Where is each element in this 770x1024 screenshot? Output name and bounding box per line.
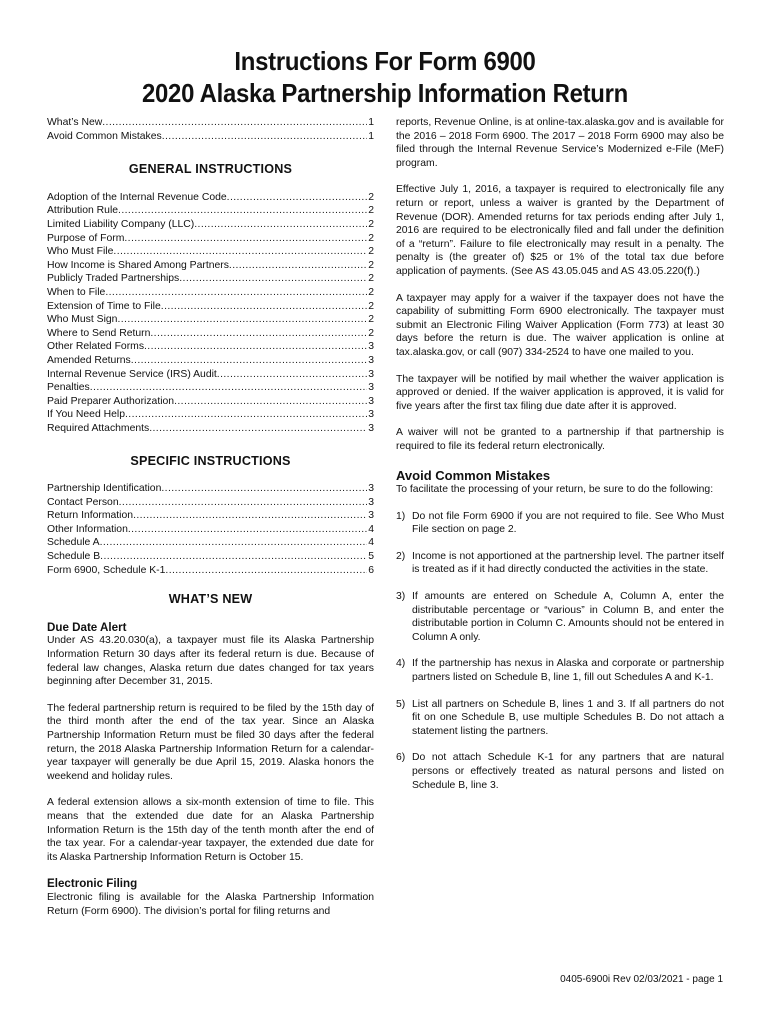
toc-entry-label: Who Must Sign: [47, 314, 118, 326]
toc-entry: [47, 381, 374, 395]
toc-entry-label: Adoption of the Internal Revenue Code: [47, 191, 227, 203]
toc-entry-label: Who Must File: [47, 246, 114, 258]
waiver-notification-paragraph: The taxpayer will be notified by mail whether the waiver application is approved or denied. If the waiver application is approved, it is valid for five years after the first tax filing due date after it is approved.: [396, 373, 724, 412]
toc-entry-label: Internal Revenue Service (IRS) Audit: [47, 368, 217, 380]
page-title-return: 2020 Alaska Partnership Information Return: [141, 78, 628, 108]
toc-leader-dots: [179, 272, 367, 286]
mistake-item: [396, 751, 724, 792]
toc-leader-dots: [162, 130, 367, 144]
toc-entry-label: Other Related Forms: [47, 341, 145, 353]
due-date-paragraph-2: The federal partnership return is required to be filed by the 15th day of the third month after the end of the tax year. Since an Alaska Partnership Information Return must be filed 30 days after the federal return, the 2018 Alaska Partnership Information Return for a calendar-year taxpayer will generally be due April 15, 2019. Alaska honors the weekend and holiday rules.: [47, 702, 374, 782]
toc-entry-label: Limited Liability Company (LLC): [47, 218, 195, 230]
toc-top-list: [47, 116, 374, 143]
toc-leader-dots: [194, 218, 367, 232]
toc-entry: [47, 564, 374, 578]
toc-entry: [47, 340, 374, 354]
toc-entry-label: Publicly Traded Partnerships: [47, 273, 180, 285]
toc-entry-label: Paid Preparer Authorization: [47, 395, 175, 407]
toc-entry-page: 2: [368, 191, 374, 203]
toc-entry-label: What’s New: [47, 117, 103, 128]
mistake-item: [396, 698, 724, 739]
toc-entry: [47, 116, 374, 130]
toc-entry-page: 5: [368, 551, 374, 563]
toc-entry-page: 2: [368, 300, 374, 312]
toc-entry: [47, 496, 374, 510]
electronic-filing-heading: Electronic Filing: [47, 877, 138, 891]
mistake-text: Income is not apportioned at the partnership level. The partner itself is treated as if it had directly conducted the activities in the state.: [412, 550, 724, 576]
toc-leader-dots: [144, 340, 367, 354]
toc-leader-dots: [174, 395, 367, 409]
toc-entry-page: 3: [368, 341, 374, 353]
mistakes-intro: To facilitate the processing of your return, be sure to do the following:: [396, 484, 714, 496]
toc-entry-page: 3: [368, 395, 374, 407]
toc-entry: [47, 272, 374, 286]
toc-entry-page: 3: [368, 496, 374, 508]
toc-entry: [47, 130, 374, 144]
toc-entry-page: 6: [368, 564, 374, 576]
toc-entry-page: 2: [368, 205, 374, 217]
toc-entry-page: 2: [368, 246, 374, 258]
toc-entry: [47, 422, 374, 436]
toc-entry-page: 3: [368, 354, 374, 366]
mistake-text: Do not attach Schedule K-1 for any partners that are natural persons or effectively treated as natural persons and listed on Schedule B, line 3.: [412, 752, 724, 791]
page-title-form: Instructions For Form 6900: [234, 46, 536, 76]
mistakes-list: [396, 510, 724, 793]
toc-entry-page: 3: [368, 422, 374, 434]
due-date-paragraph-1: Under AS 43.20.030(a), a taxpayer must file its Alaska Partnership Information Return 30 days after its federal return is due. Because of federal law changes, Alaska return due dates changed for tax years beginning after December 31, 2015.: [47, 635, 374, 688]
toc-leader-dots: [161, 482, 367, 496]
toc-leader-dots: [165, 564, 367, 578]
toc-entry: [47, 204, 374, 218]
mistake-number: 5): [396, 698, 406, 710]
toc-specific-list: [47, 482, 374, 577]
toc-entry: [47, 327, 374, 341]
toc-leader-dots: [118, 204, 367, 218]
toc-entry: [47, 536, 374, 550]
toc-leader-dots: [125, 408, 367, 422]
due-date-paragraph-3: A federal extension allows a six-month extension of time to file. This means that the extended due date for an Alaska Partnership Information Return is the 15th day of the tenth month after the end of the tax year. For a calendar-year taxpayer, the extended due date for its Alaska Partnership Information Return is October 15.: [47, 797, 374, 863]
toc-entry-label: Other Information: [47, 523, 128, 535]
mistake-item: [396, 657, 724, 684]
waiver-paragraph: A taxpayer may apply for a waiver if the taxpayer does not have the capability of submitting Form 6900 electronically. The taxpayer must submit an Electronic Filing Waiver Application (Form 773) at least 30 days before the return is due. The waiver application is online at tax.alaska.gov, or call (907) 334-2524 to have one mailed to you.: [396, 292, 724, 358]
toc-entry: [47, 313, 374, 327]
toc-entry: [47, 395, 374, 409]
toc-entry: [47, 509, 374, 523]
mandatory-efile-paragraph: Effective July 1, 2016, a taxpayer is required to electronically file any return or report, unless a waiver is granted by the Department of Revenue (DOR). Amended returns for tax periods ending after July 1, 2016 are required to be electronically filed and fall under the definition of a “return”. Failure to file electronically may result in a penalty. The penalty is (the greater of) $25 or 1% of the total tax due before application of payments. (See AS 43.05.045 and AS 43.05.220(f).): [396, 184, 724, 277]
toc-entry: [47, 245, 374, 259]
toc-entry-page: 3: [368, 510, 374, 522]
avoid-common-mistakes-heading: Avoid Common Mistakes: [396, 468, 551, 484]
toc-entry-label: Penalties: [47, 382, 90, 394]
mistake-number: 2): [396, 550, 406, 562]
toc-leader-dots: [102, 116, 367, 130]
toc-leader-dots: [161, 300, 367, 314]
toc-entry-label: Required Attachments: [47, 422, 150, 434]
page-footer: 0405-6900i Rev 02/03/2021 - page 1: [560, 974, 723, 985]
toc-leader-dots: [217, 368, 367, 382]
toc-entry: [47, 523, 374, 537]
toc-entry-page: 2: [368, 286, 374, 298]
toc-entry: [47, 368, 374, 382]
mistake-item: [396, 510, 724, 537]
right-column: [396, 116, 724, 792]
mistake-text: If amounts are entered on Schedule A, Column A, enter the distributable percentage or “various” in Column B, and enter the distributable portion in Column C. Amounts should not be entered in Column A only.: [412, 591, 724, 643]
toc-entry-label: Where to Send Return: [47, 327, 151, 339]
toc-entry-label: How Income is Shared Among Partners: [47, 259, 229, 271]
toc-entry-page: 1: [368, 130, 374, 142]
toc-leader-dots: [117, 313, 367, 327]
toc-entry-page: 2: [368, 314, 374, 326]
toc-entry-page: 3: [368, 409, 374, 421]
toc-entry-page: 3: [368, 483, 374, 495]
mistake-item: [396, 590, 724, 644]
toc-entry-label: Partnership Identification: [47, 483, 162, 495]
toc-entry-label: If You Need Help: [47, 409, 125, 421]
mistake-text: Do not file Form 6900 if you are not required to file. See Who Must File section on page 2.: [412, 510, 724, 536]
toc-leader-dots: [149, 422, 367, 436]
toc-leader-dots: [113, 245, 367, 259]
toc-leader-dots: [100, 550, 367, 564]
specific-instructions-heading: SPECIFIC INSTRUCTIONS: [130, 454, 291, 469]
toc-entry-label: Schedule B: [47, 551, 101, 563]
toc-leader-dots: [150, 327, 367, 341]
toc-leader-dots: [105, 286, 367, 300]
toc-entry-label: Purpose of Form: [47, 232, 125, 244]
efile-continued-paragraph: reports, Revenue Online, is at online-tax.alaska.gov and is available for the 2016 – 2018 Form 6900. The 2017 – 2018 Form 6900 may also be filed through the Internal Revenue Service’s Modernized e-File (MeF) program.: [396, 117, 724, 169]
toc-leader-dots: [131, 354, 367, 368]
mistake-text: If the partnership has nexus in Alaska and corporate or partnership partners listed on Schedule B, line 1, fill out Schedules A and K-1.: [412, 658, 724, 683]
waiver-denial-paragraph: A waiver will not be granted to a partnership if that partnership is required to file its federal return electronically.: [396, 427, 724, 452]
toc-entry-page: 4: [368, 523, 374, 535]
toc-entry-label: Return Information: [47, 510, 134, 522]
toc-entry-page: 1: [368, 117, 374, 128]
toc-entry-page: 3: [368, 382, 374, 394]
toc-leader-dots: [90, 381, 367, 395]
toc-general-list: [47, 191, 374, 436]
toc-entry: [47, 550, 374, 564]
toc-leader-dots: [227, 191, 368, 205]
toc-entry-label: Extension of Time to File: [47, 300, 161, 312]
toc-entry-page: 2: [368, 232, 374, 244]
toc-leader-dots: [229, 259, 367, 273]
toc-leader-dots: [100, 536, 368, 550]
toc-leader-dots: [128, 523, 367, 537]
toc-entry: [47, 354, 374, 368]
toc-entry-page: 4: [368, 537, 374, 549]
toc-entry-label: Form 6900, Schedule K-1: [47, 564, 166, 576]
toc-entry: [47, 286, 374, 300]
toc-leader-dots: [119, 496, 368, 510]
toc-entry: [47, 218, 374, 232]
toc-entry: [47, 191, 374, 205]
toc-entry-page: 2: [368, 259, 374, 271]
toc-entry-label: Schedule A: [47, 537, 100, 549]
toc-entry-label: When to File: [47, 286, 106, 298]
toc-entry: [47, 259, 374, 273]
toc-entry-page: 2: [368, 273, 374, 285]
toc-entry-page: 2: [368, 218, 374, 230]
toc-entry-label: Attribution Rule: [47, 205, 119, 217]
mistake-text: List all partners on Schedule B, lines 1 and 3. If all partners do not fit on one Schedule B, use multiple Schedules B. Do not attach a statement listing the partners.: [412, 698, 724, 737]
mistake-item: [396, 550, 724, 577]
general-instructions-heading: GENERAL INSTRUCTIONS: [128, 162, 293, 177]
toc-entry-label: Amended Returns: [47, 354, 131, 366]
mistake-number: 6): [396, 752, 406, 764]
electronic-filing-paragraph: Electronic filing is available for the Alaska Partnership Information Return (Form 6900). The division’s portal for filing returns and: [47, 891, 374, 917]
toc-entry: [47, 300, 374, 314]
toc-leader-dots: [124, 232, 367, 246]
toc-entry: [47, 408, 374, 422]
left-column: [47, 116, 374, 918]
due-date-alert-heading: Due Date Alert: [47, 620, 127, 634]
toc-entry: [47, 232, 374, 246]
mistake-number: 4): [396, 658, 406, 670]
mistake-number: 3): [396, 591, 406, 603]
mistake-number: 1): [396, 510, 406, 522]
toc-entry-label: Contact Person: [47, 496, 119, 508]
toc-entry-page: 2: [368, 327, 374, 339]
toc-entry-label: Avoid Common Mistakes: [47, 130, 162, 142]
toc-entry: [47, 482, 374, 496]
whats-new-heading: WHAT’S NEW: [168, 592, 253, 607]
toc-leader-dots: [133, 509, 367, 523]
toc-entry-page: 3: [368, 368, 374, 380]
